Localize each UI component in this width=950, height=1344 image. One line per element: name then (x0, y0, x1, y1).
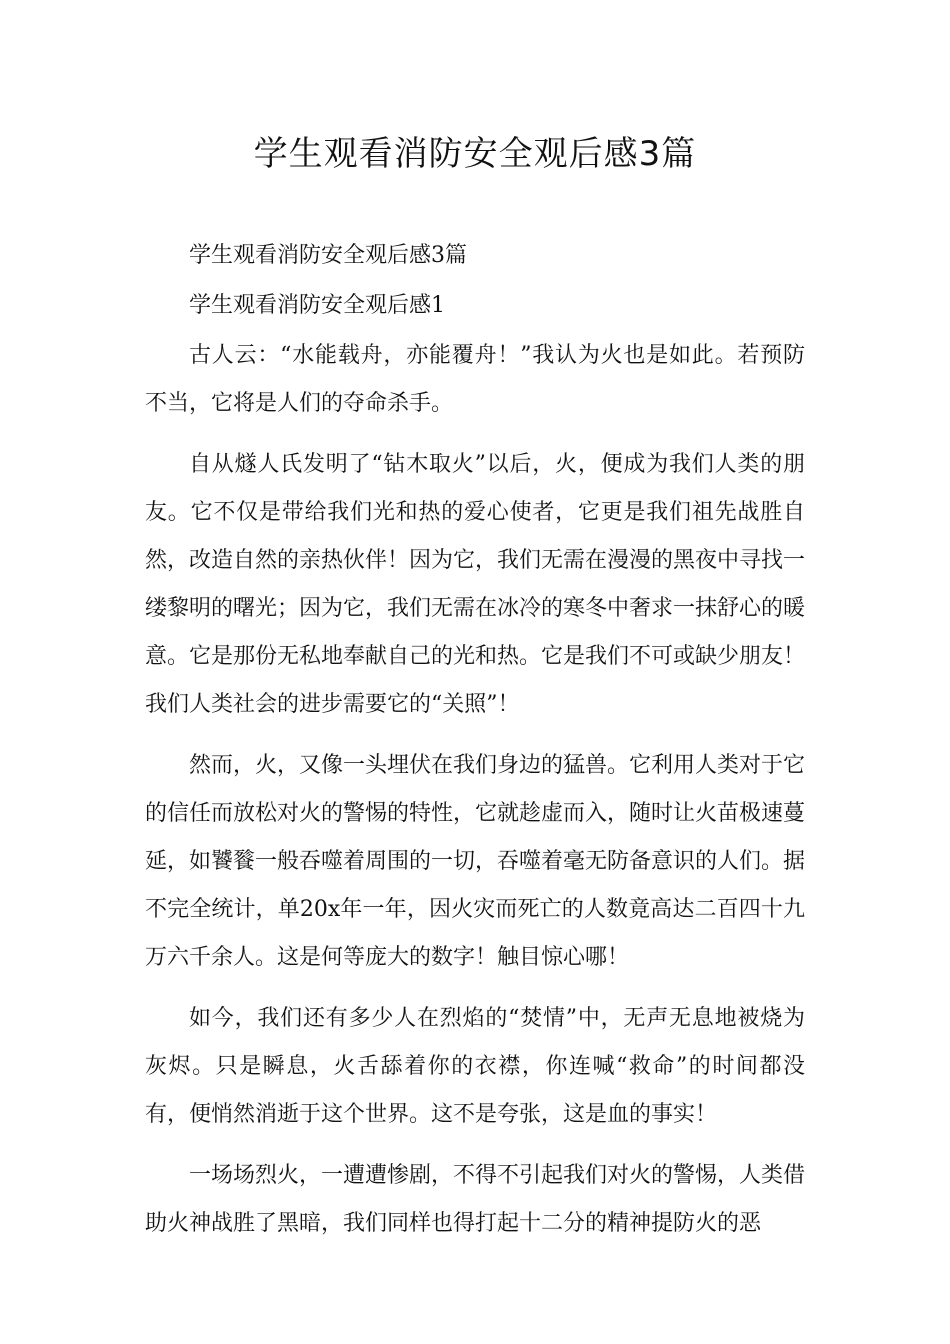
paragraph: 古人云：“水能载舟，亦能覆舟！”我认为火也是如此。若预防不当，它将是人们的夺命杀手。 (145, 343, 805, 416)
paragraph: 然而，火，又像一头埋伏在我们身边的猛兽。它利用人类对于它的信任而放松对火的警惕的特性，它就趁虚而入，随时让火苗极速蔓延，如饕餮一般吞噬着周围的一切，吞噬着毫无防备意识的人们。据不完全统计，单20x年一年，因火灾而死亡的人数竟高达二百四十九万六千余人。这是何等庞大的数字！触目惊心哪！ (145, 753, 806, 970)
paragraph: 一场场烈火，一遭遭惨剧，不得不引起我们对火的警惕，人类借助火神战胜了黑暗，我们同样也得打起十二分的精神提防火的恶 (145, 1163, 806, 1236)
paragraph: 自从燧人氏发明了“钻木取火”以后，火，便成为我们人类的朋友。它不仅是带给我们光和热的爱心使者，它更是我们祖先战胜自然，改造自然的亲热伙伴！因为它，我们无需在漫漫的黑夜中寻找一缕黎明的曙光；因为它，我们无需在冰冷的寒冬中奢求一抹舒心的暖意。它是那份无私地奉献自己的光和热。它是我们不可或缺少朋友！我们人类社会的进步需要它的“关照”！ (145, 452, 806, 717)
paragraph: 如今，我们还有多少人在烈焰的“焚情”中，无声无息地被烧为灰烬。只是瞬息，火舌舔着你的衣襟，你连喊“救命”的时间都没有，便悄然消逝于这个世界。这不是夸张，这是血的事实！ (145, 1006, 805, 1127)
paragraph-section-heading: 学生观看消防安全观后感1 (189, 293, 445, 318)
paragraph-subtitle: 学生观看消防安全观后感3篇 (189, 243, 467, 268)
document-body (145, 232, 805, 1248)
document-title: 学生观看消防安全观后感3篇 (253, 134, 697, 174)
